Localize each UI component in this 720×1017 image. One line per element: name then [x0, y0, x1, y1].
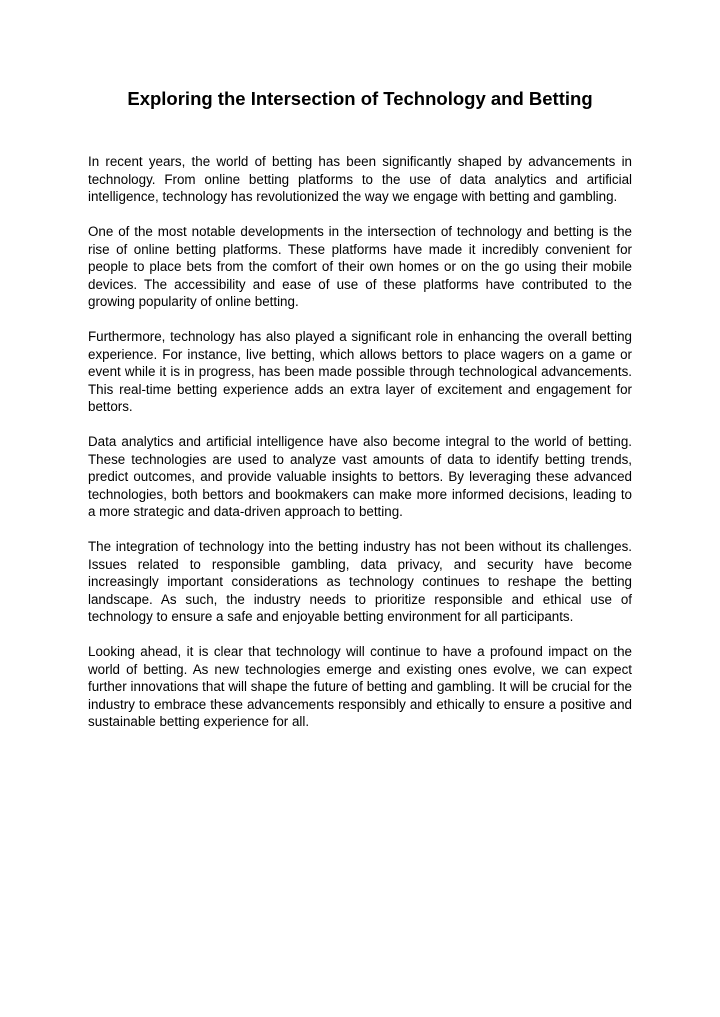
paragraph-1: In recent years, the world of betting has been significantly shaped by advancements in technology. From online betting platforms to the use of data analytics and artificial intelligence, technology has revolutionized the way we engage with betting and gambling. — [88, 154, 632, 204]
paragraph-2: One of the most notable developments in the intersection of technology and betting is the rise of online betting platforms. These platforms have made it incredibly convenient for people to place bets from the comfort of their own homes or on the go using their mobile devices. The accessibility and ease of use of these platforms have contributed to the growing popularity of online betting. — [88, 224, 632, 309]
paragraph-6: Looking ahead, it is clear that technology will continue to have a profound impact on the world of betting. As new technologies emerge and existing ones evolve, we can expect further innovations that will shape the future of betting and gambling. It will be crucial for the industry to embrace these advancements responsibly and ethically to ensure a positive and sustainable betting experience for all. — [88, 644, 632, 729]
paragraph-5: The integration of technology into the betting industry has not been without its challenges. Issues related to responsible gambling, data privacy, and security have become increasingly important considerations as technology continues to reshape the betting landscape. As such, the industry needs to prioritize responsible and ethical use of technology to ensure a safe and enjoyable betting environment for all participants. — [88, 539, 632, 624]
paragraph-4: Data analytics and artificial intelligence have also become integral to the world of betting. These technologies are used to analyze vast amounts of data to identify betting trends, predict outcomes, and provide valuable insights to bettors. By leveraging these advanced technologies, both bettors and bookmakers can make more informed decisions, leading to a more strategic and data-driven approach to betting. — [88, 434, 632, 519]
document-body — [88, 153, 632, 748]
document-title: Exploring the Intersection of Technology and Betting — [127, 88, 593, 109]
paragraph-3: Furthermore, technology has also played a significant role in enhancing the overall betting experience. For instance, live betting, which allows bettors to place wagers on a game or event while it is in progress, has been made possible through technological advancements. This real-time betting experience adds an extra layer of excitement and engagement for bettors. — [88, 329, 632, 414]
